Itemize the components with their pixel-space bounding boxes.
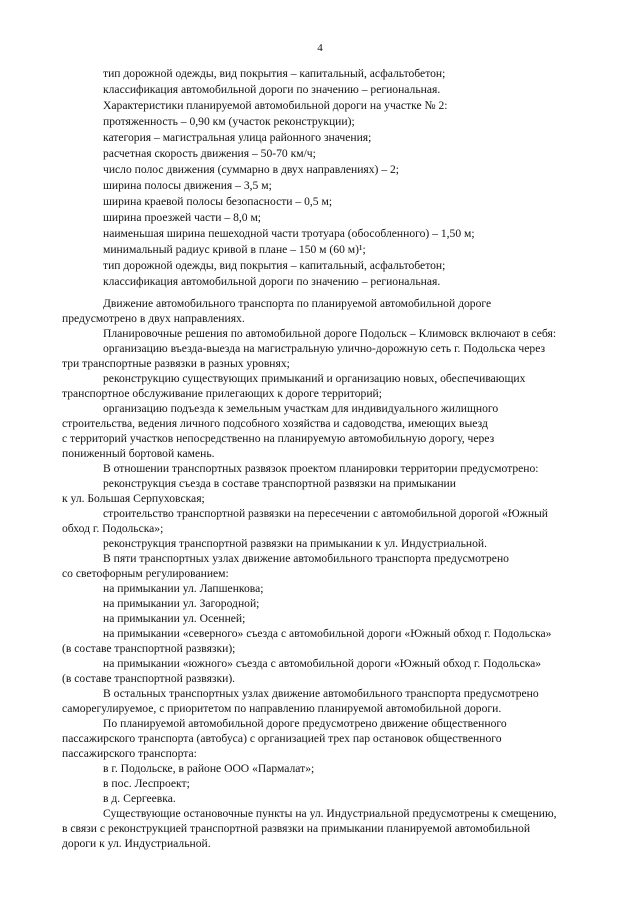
- body-line: В остальных транспортных узлах движение автомобильного транспорта предусмотрено: [103, 687, 539, 700]
- body-line: на примыкании ул. Осенней;: [103, 612, 246, 625]
- body-line: обход г. Подольска»;: [62, 522, 164, 535]
- body-line: организацию подъезда к земельным участкам для индивидуального жилищного: [103, 402, 499, 415]
- spec-line: протяженность – 0,90 км (участок реконструкции);: [103, 115, 355, 128]
- spec-line: расчетная скорость движения – 50-70 км/ч;: [103, 147, 316, 160]
- body-line: реконструкция транспортной развязки на примыкании к ул. Индустриальной.: [103, 537, 488, 550]
- body-line: саморегулируемое, с приоритетом по направлению планируемой автомобильной дороги.: [62, 702, 502, 715]
- spec-line: тип дорожной одежды, вид покрытия – капитальный, асфальтобетон;: [103, 67, 446, 80]
- body-line: Движение автомобильного транспорта по планируемой автомобильной дороге: [103, 297, 492, 310]
- spec-line: классификация автомобильной дороги по значению – региональная.: [103, 83, 441, 96]
- body-line: В пяти транспортных узлах движение автомобильного транспорта предусмотрено: [103, 552, 509, 565]
- page-number: 4: [317, 42, 323, 54]
- spec-line: наименьшая ширина пешеходной части тротуара (обособленного) – 1,50 м;: [103, 227, 475, 240]
- spec-line: минимальный радиус кривой в плане – 150 м (60 м)¹;: [103, 243, 366, 256]
- body-line: в пос. Леспроект;: [103, 777, 190, 790]
- body-line: в г. Подольске, в районе ООО «Пармалат»;: [103, 762, 315, 775]
- spec-line: ширина проезжей части – 8,0 м;: [103, 211, 262, 224]
- body-line: дороги к ул. Индустриальной.: [62, 837, 211, 850]
- body-line: (в составе транспортной развязки);: [62, 642, 236, 655]
- body-line: строительство транспортной развязки на пересечении с автомобильной дорогой «Южный: [103, 507, 549, 520]
- spec-line: ширина полосы движения – 3,5 м;: [103, 179, 272, 192]
- body-line: на примыкании ул. Лапшенкова;: [103, 582, 264, 595]
- body-line: организацию въезда-выезда на магистральную улично-дорожную сеть г. Подольска через: [103, 342, 546, 355]
- body-line: Существующие остановочные пункты на ул. Индустриальной предусмотрены к смещению,: [103, 807, 557, 820]
- body-line: со светофорным регулированием:: [62, 567, 229, 580]
- body-line: с территорий участков непосредственно на планируемую автомобильную дорогу, через: [62, 432, 495, 445]
- body-line: строительства, ведения личного подсобного хозяйства и садоводства, имеющих выезд: [62, 417, 488, 430]
- body-line: пассажирского транспорта:: [62, 747, 197, 760]
- body-line: транспортное обслуживание прилегающих к дороге территорий;: [62, 387, 382, 400]
- spec-line: число полос движения (суммарно в двух направлениях) – 2;: [103, 163, 400, 176]
- body-line: пониженный бортовой камень.: [62, 447, 215, 460]
- body-line: В отношении транспортных развязок проектом планировки территории предусмотрено:: [103, 462, 539, 475]
- spec-line: тип дорожной одежды, вид покрытия – капитальный, асфальтобетон;: [103, 259, 446, 272]
- body-line: предусмотрено в двух направлениях.: [62, 312, 245, 325]
- spec-line: классификация автомобильной дороги по значению – региональная.: [103, 275, 441, 288]
- spec-line: ширина краевой полосы безопасности – 0,5 м;: [103, 195, 333, 208]
- body-line: три транспортные развязки в разных уровнях;: [62, 357, 290, 370]
- body-line: реконструкцию существующих примыканий и организацию новых, обеспечивающих: [103, 372, 526, 385]
- body-line: к ул. Большая Серпуховская;: [62, 492, 205, 505]
- spec-line: категория – магистральная улица районного значения;: [103, 131, 372, 144]
- body-line: на примыкании «северного» съезда с автомобильной дороги «Южный обход г. Подольска»: [103, 627, 552, 640]
- body-line: (в составе транспортной развязки).: [62, 672, 236, 685]
- body-line: По планируемой автомобильной дороге предусмотрено движение общественного: [103, 717, 507, 730]
- section-heading: Характеристики планируемой автомобильной дороги на участке № 2:: [103, 99, 448, 112]
- body-line: пассажирского транспорта (автобуса) с организацией трех пар остановок общественного: [62, 732, 502, 745]
- body-line: на примыкании ул. Загородной;: [103, 597, 260, 610]
- body-line: реконструкция съезда в составе транспортной развязки на примыкании: [103, 477, 456, 490]
- body-line: на примыкании «южного» съезда с автомобильной дороги «Южный обход г. Подольска»: [103, 657, 542, 670]
- body-line: Планировочные решения по автомобильной дороге Подольск – Климовск включают в себя:: [103, 327, 557, 340]
- body-line: в связи с реконструкцией транспортной развязки на примыкании планируемой автомобильной: [62, 822, 531, 835]
- body-line: в д. Сергеевка.: [103, 792, 176, 805]
